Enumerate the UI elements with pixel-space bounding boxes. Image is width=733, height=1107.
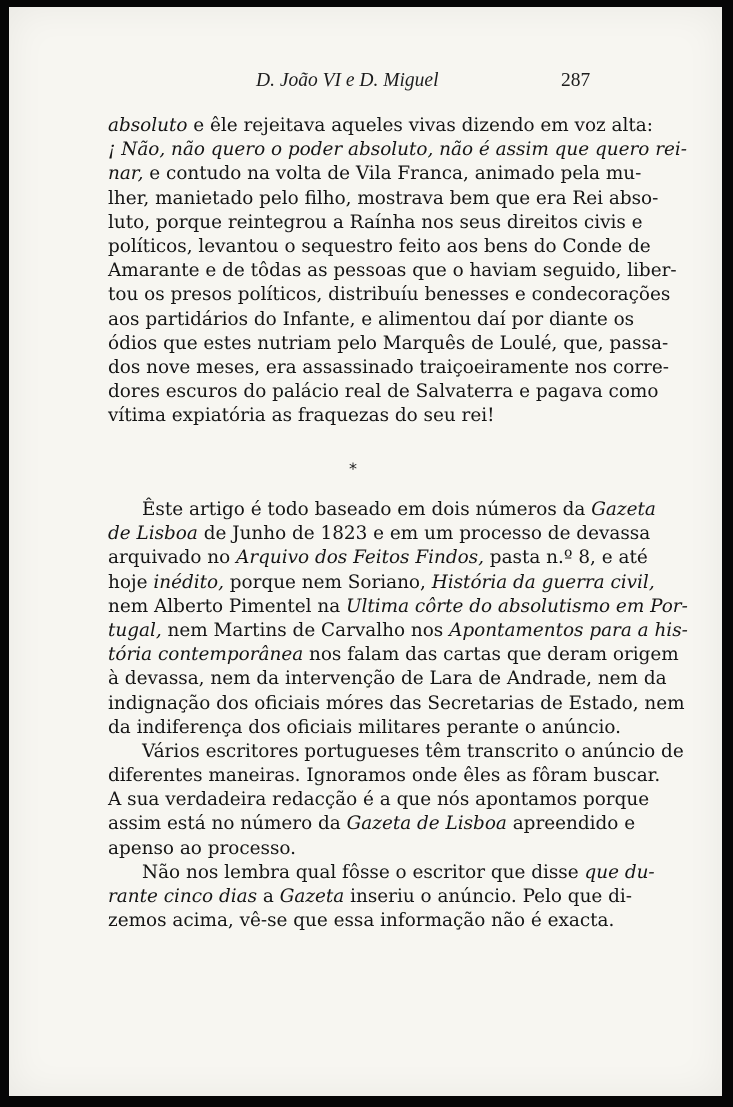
text-line	[108, 498, 656, 522]
text-segment: apreendido e	[506, 813, 636, 835]
text-segment: porque nem Soriano,	[223, 571, 432, 593]
text-line	[108, 522, 651, 546]
text-segment: à devassa, nem da intervenção de Lara de Andrade, nem da	[108, 668, 667, 690]
italic-segment: nar,	[108, 163, 144, 185]
text-segment: inseriu o anúncio. Pelo que di-	[344, 886, 633, 907]
text-line	[108, 356, 669, 380]
text-segment: e êle rejeitava aqueles vivas dizendo em voz alta:	[187, 115, 653, 136]
italic-segment: Apontamentos para a his-	[449, 619, 688, 641]
text-line	[108, 692, 685, 716]
text-line	[108, 885, 633, 909]
text-segment: vítima expiatória as fraquezas do seu rei!	[108, 405, 495, 427]
text-segment: diferentes maneiras. Ignoramos onde êles as fôram buscar.	[108, 765, 661, 787]
text-line	[108, 571, 655, 595]
text-line	[108, 404, 586, 428]
text-line	[108, 764, 661, 788]
page-number: 287	[561, 70, 591, 91]
paragraph-block	[108, 498, 688, 933]
text-segment: lher, manietado pelo filho, mostrava bem que era Rei abso-	[108, 187, 659, 209]
italic-segment: História da guerra civil,	[431, 571, 655, 593]
text-line	[108, 114, 653, 138]
italic-segment: Gazeta de Lisboa	[346, 813, 507, 835]
text-line	[108, 861, 655, 885]
text-line	[108, 909, 615, 933]
text-line	[108, 380, 659, 404]
text-line	[108, 187, 659, 211]
text-segment: nem Alberto Pimentel na	[108, 595, 347, 617]
italic-segment: tugal,	[108, 619, 162, 641]
text-segment: dos nove meses, era assassinado traiçoeiramente nos corre-	[108, 356, 669, 378]
running-head	[9, 70, 722, 100]
book-page	[9, 7, 722, 1096]
italic-segment: rante cinco dias	[108, 886, 258, 907]
text-segment: apenso ao processo.	[108, 837, 296, 859]
italic-segment: tória contemporânea	[108, 644, 304, 666]
text-line	[108, 259, 677, 283]
text-segment: e contudo na volta de Vila Franca, animado pela mu-	[143, 163, 642, 185]
text-segment: nem Martins de Carvalho nos	[161, 619, 450, 641]
italic-segment: Ultima côrte do absolutismo em Por-	[346, 595, 688, 617]
text-segment: Êste artigo é todo baseado em dois números da	[142, 499, 592, 520]
text-segment: hoje	[108, 571, 154, 593]
text-line	[108, 740, 684, 764]
text-line	[108, 235, 651, 259]
text-line	[108, 812, 636, 836]
text-segment: ódios que estes nutriam pelo Marquês de Loulé, que, passa-	[108, 332, 669, 354]
text-line	[108, 308, 635, 332]
text-segment: aos partidários do Infante, e alimentou daí por diante os	[108, 308, 635, 330]
text-line	[108, 138, 687, 162]
text-segment: a	[257, 886, 280, 907]
italic-segment: absoluto	[108, 115, 188, 136]
text-line	[108, 332, 669, 356]
italic-segment: inédito,	[153, 571, 224, 593]
text-segment: de Junho de 1823 e em um processo de devassa	[197, 523, 651, 545]
text-segment: assim está no número da	[108, 813, 347, 835]
text-line	[108, 595, 688, 619]
text-segment: dores escuros do palácio real de Salvaterra e pagava como	[108, 381, 659, 403]
italic-segment: ¡ Não, não quero o poder absoluto, não é assim que quero rei-	[108, 139, 687, 161]
text-line	[108, 716, 622, 740]
text-segment: da indiferença dos oficiais militares perante o anúncio.	[108, 716, 622, 738]
italic-segment: Gazeta	[591, 499, 656, 520]
text-line	[108, 283, 671, 307]
text-segment: zemos acima, vê-se que essa informação não é exacta.	[108, 910, 615, 932]
text-line	[108, 162, 642, 186]
text-segment: luto, porque reintegrou a Raínha nos seus direitos civis e	[108, 211, 643, 233]
text-segment: nos falam das cartas que deram origem	[303, 644, 679, 666]
text-segment: indignação dos oficiais móres das Secretarias de Estado, nem	[108, 692, 685, 714]
italic-segment: que du-	[584, 861, 655, 883]
running-title: D. João VI e D. Miguel	[256, 70, 439, 91]
text-segment: A sua verdadeira redacção é a que nós apontamos porque	[108, 789, 650, 811]
text-segment: Não nos lembra qual fôsse o escritor que disse	[142, 861, 585, 883]
text-segment: Amarante e de tôdas as pessoas que o haviam seguido, liber-	[108, 260, 677, 282]
text-segment: políticos, levantou o sequestro feito aos bens do Conde de	[108, 235, 651, 257]
text-line	[108, 837, 586, 861]
text-line	[108, 667, 667, 691]
text-line	[108, 643, 679, 667]
italic-segment: Gazeta	[279, 886, 345, 907]
italic-segment: Arquivo dos Feitos Findos,	[236, 547, 484, 569]
text-segment: Vários escritores portugueses têm transcrito o anúncio de	[142, 740, 684, 762]
text-line	[108, 619, 688, 643]
paragraph-continued	[108, 114, 687, 428]
section-separator: *	[349, 459, 357, 478]
text-line	[108, 546, 648, 570]
text-segment: arquivado no	[108, 547, 237, 569]
text-line	[108, 788, 650, 812]
text-segment: tou os presos políticos, distribuíu benesses e condecorações	[108, 284, 671, 306]
italic-segment: de Lisboa	[108, 523, 198, 545]
text-line	[108, 211, 643, 235]
text-segment: pasta n.º 8, e até	[483, 547, 648, 569]
